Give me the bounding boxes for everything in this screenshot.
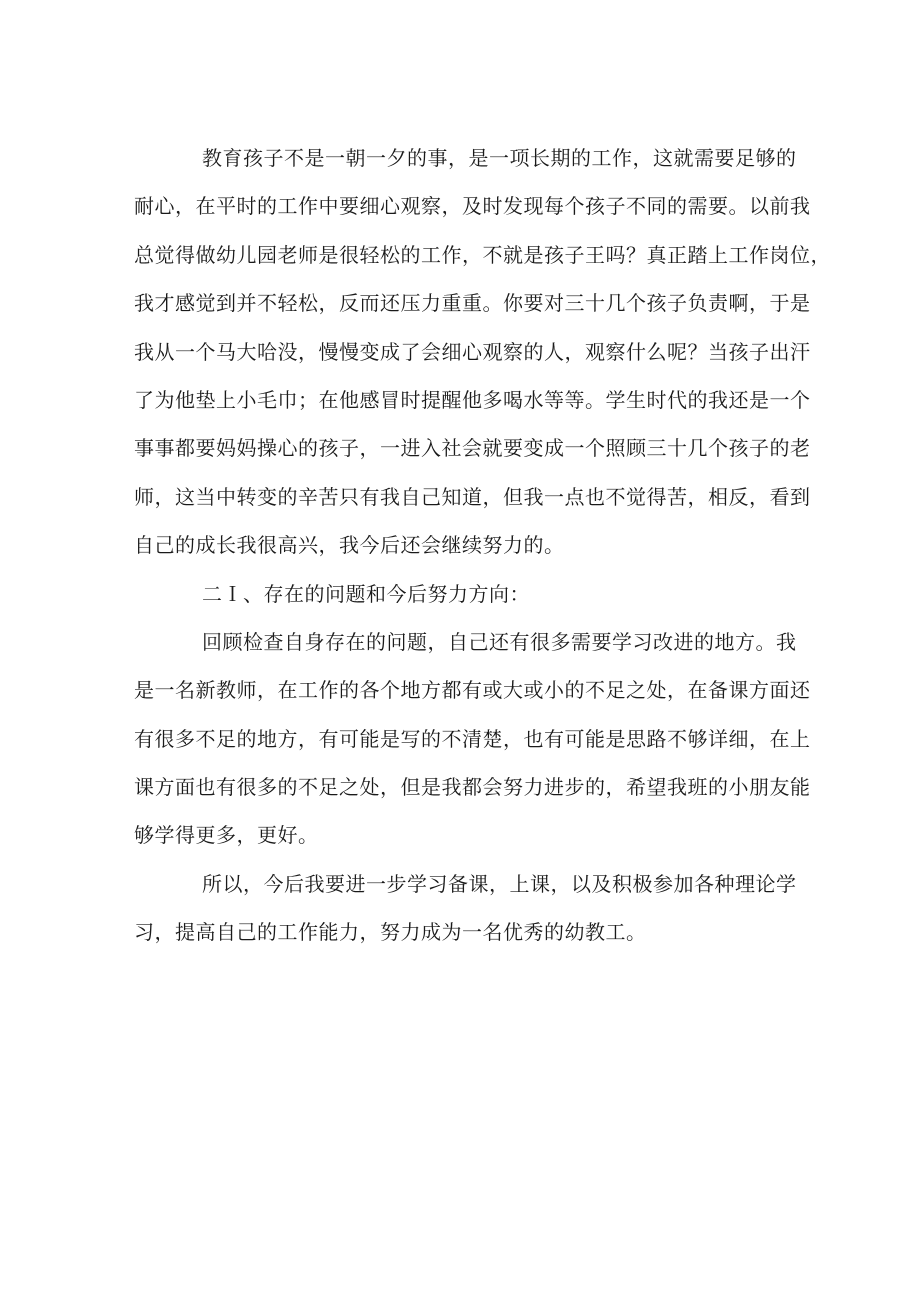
paragraph-line: 所以，今后我要进一步学习备课，上课，以及积极参加各种理论学 [202,871,797,896]
paragraph-line: 够学得更多，更好。 [134,823,319,848]
paragraph-line: 我从一个马大哈没，慢慢变成了会细心观察的人，观察什么呢？当孩子出汗 [134,339,811,364]
paragraph-line: 回顾检查自身存在的问题，自己还有很多需要学习改进的地方。我 [202,629,797,654]
paragraph-line: 事事都要妈妈操心的孩子，一进入社会就要变成一个照顾三十几个孩子的老 [134,436,811,461]
section-heading-text: 二Ｉ、存在的问题和今后努力方向： [202,581,530,606]
paragraph-line: 是一名新教师，在工作的各个地方都有或大或小的不足之处，在备课方面还 [134,678,811,703]
section-heading [134,570,794,618]
paragraph-line: 总觉得做幼儿园老师是很轻松的工作，不就是孩子王吗？真正踏上工作岗位， [134,242,831,267]
paragraph-3 [134,860,797,957]
paragraph-2 [134,618,811,860]
paragraph-line: 了为他垫上小毛巾；在他感冒时提醒他多喝水等等。学生时代的我还是一个 [134,387,811,412]
paragraph-line: 教育孩子不是一朝一夕的事，是一项长期的工作，这就需要足够的 [202,146,797,170]
paragraph-line: 师，这当中转变的辛苦只有我自己知道，但我一点也不觉得苦，相反，看到 [134,484,811,509]
paragraph-line: 课方面也有很多的不足之处，但是我都会努力进步的，希望我班的小朋友能 [134,775,811,800]
paragraph-1 [134,134,831,570]
document-body [134,134,831,957]
paragraph-line: 自己的成长我很高兴，我今后还会继续努力的。 [134,533,565,558]
paragraph-line: 耐心，在平时的工作中要细心观察，及时发现每个孩子不同的需要。以前我 [134,194,811,219]
paragraph-line: 有很多不足的地方，有可能是写的不清楚，也有可能是思路不够详细，在上 [134,726,811,751]
paragraph-line: 习，提高自己的工作能力，努力成为一名优秀的幼教工。 [134,920,647,945]
paragraph-line: 我才感觉到并不轻松，反而还压力重重。你要对三十几个孩子负责啊，于是 [134,291,811,316]
